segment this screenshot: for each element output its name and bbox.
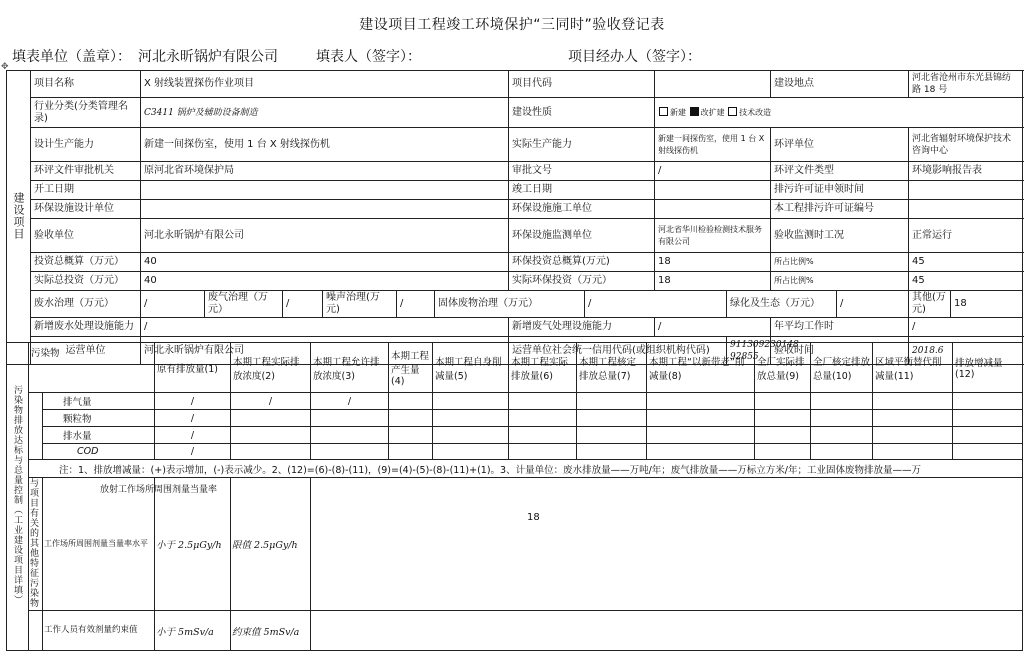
- green-cost-label: 绿化及生态（万元）: [727, 291, 837, 318]
- pollutant-c2[interactable]: /: [231, 393, 311, 410]
- section-pollutant-label: 污染物排放达标与总量控制（工业建设项目详填）: [7, 343, 29, 651]
- special-row1-actual[interactable]: 小于 2.5μGy/h: [155, 478, 231, 611]
- expand-checkbox[interactable]: [690, 107, 699, 116]
- start-date-label: 开工日期: [31, 181, 141, 200]
- monitor-condition-value[interactable]: 正常运行: [909, 219, 1023, 253]
- pol-header-3: 本期工程允许排放浓度(3): [311, 343, 389, 393]
- budget-env-value[interactable]: 18: [655, 253, 771, 272]
- pol-header-2: 本期工程实际排放浓度(2): [231, 343, 311, 393]
- actual-capacity-label: 实际生产能力: [509, 128, 655, 162]
- actual-env-label: 实际环保投资（万元）: [509, 272, 655, 291]
- project-code-label: 项目代码: [509, 71, 655, 98]
- eia-type-label: 环评文件类型: [771, 162, 909, 181]
- pol-header-5: 本期工程自身削减量(5): [433, 343, 509, 393]
- pollutant-c1[interactable]: /: [155, 393, 231, 410]
- fill-unit-value: 河北永昕锅炉有限公司: [138, 49, 278, 65]
- design-capacity-label: 设计生产能力: [31, 128, 141, 162]
- approval-no-value[interactable]: /: [655, 162, 771, 181]
- fill-unit-label: 填表单位（盖章）：: [12, 49, 131, 65]
- approval-no-label: 审批文号: [509, 162, 655, 181]
- actual-env-value[interactable]: 18: [655, 272, 771, 291]
- location-value[interactable]: 河北省沧州市东光县锦纺路 18 号: [909, 71, 1023, 98]
- acceptance-unit-value[interactable]: 河北永昕锅炉有限公司: [141, 219, 509, 253]
- new-checkbox[interactable]: [659, 107, 668, 116]
- accept-time-value[interactable]: 2018.6: [909, 337, 1023, 365]
- nature-option-tech: 技术改造: [739, 107, 772, 117]
- design-unit-value[interactable]: [141, 200, 509, 219]
- special-row1-name: 工作场所周围剂量当量率水平: [43, 478, 155, 611]
- tech-checkbox[interactable]: [728, 107, 737, 116]
- budget-env-label: 环保投资总概算(万元): [509, 253, 655, 272]
- permit-date-value[interactable]: [909, 181, 1023, 200]
- acceptance-table: [6, 70, 1023, 365]
- pol-header-7: 本期工程核定排放总量(7): [577, 343, 647, 393]
- water-cost-label: 废水治理（万元）: [31, 291, 141, 318]
- special-row2-limit[interactable]: 约束值 5mSv/a: [231, 611, 311, 651]
- actual-ratio-value[interactable]: 45: [909, 272, 1023, 291]
- actual-total-value[interactable]: 40: [141, 272, 509, 291]
- other-cost-value[interactable]: 18: [951, 291, 1023, 318]
- move-handle-icon[interactable]: ✥: [1, 62, 9, 72]
- pollutant-name: 排水量: [43, 427, 155, 444]
- construct-unit-value[interactable]: [655, 200, 771, 219]
- eia-unit-label: 环评单位: [771, 128, 909, 162]
- pol-header-11: 区域平衡替代削减量(11): [873, 343, 953, 393]
- special-row2-name: 工作人员有效剂量约束值: [43, 611, 155, 651]
- permit-no-label: 本工程排污许可证编号: [771, 200, 909, 219]
- budget-total-label: 投资总概算（万元）: [31, 253, 141, 272]
- pol-header-8: 本期工程“以新带老”削减量(8): [647, 343, 755, 393]
- credit-code-value[interactable]: 911309230148 92855: [727, 337, 771, 365]
- special-pollutant-label: 与项目有关的其他特征污染物: [29, 478, 43, 611]
- green-cost-value[interactable]: /: [837, 291, 909, 318]
- nature-option-expand: 改扩建: [700, 107, 725, 117]
- location-label: 建设地点: [771, 71, 909, 98]
- pol-header-12: 排放增减量(12): [953, 343, 1023, 393]
- pollutant-name: 颗粒物: [43, 410, 155, 427]
- monitor-unit-value[interactable]: 河北省华川检验检测技术服务有限公司: [655, 219, 771, 253]
- pollutant-table: [6, 342, 1023, 651]
- budget-ratio-value[interactable]: 45: [909, 253, 1023, 272]
- design-capacity-value[interactable]: 新建一间探伤室，使用 1 台 X 射线探伤机: [141, 128, 509, 162]
- pollutant-c1[interactable]: /: [155, 427, 231, 444]
- hours-value[interactable]: /: [909, 318, 1023, 337]
- new-water-value[interactable]: /: [141, 318, 509, 337]
- actual-total-label: 实际总投资（万元）: [31, 272, 141, 291]
- gas-cost-label: 废气治理（万元）: [205, 291, 283, 318]
- pol-header-1: 原有排放量(1): [155, 343, 231, 393]
- permit-no-value[interactable]: [909, 200, 1023, 219]
- operator-value[interactable]: 河北永昕锅炉有限公司: [141, 337, 509, 365]
- pol-header-0: 污染物: [29, 343, 155, 393]
- credit-code-label: 运营单位社会统一信用代码(或组织机构代码): [509, 337, 727, 365]
- industry-label: 行业分类(分类管理名录): [31, 98, 141, 128]
- pol-header-4: 本期工程产生量(4): [389, 343, 433, 393]
- industry-value[interactable]: C3411 锅炉及辅助设备制造: [141, 98, 509, 128]
- eia-type-value[interactable]: 环境影响报告表: [909, 162, 1023, 181]
- completion-date-value[interactable]: [655, 181, 771, 200]
- special-row1-limit[interactable]: 限值 2.5μGy/h: [231, 478, 311, 611]
- section-construction-label: 建设项目: [7, 71, 31, 365]
- water-cost-value[interactable]: /: [141, 291, 205, 318]
- pollutant-c1[interactable]: /: [155, 410, 231, 427]
- project-name-value[interactable]: X 射线装置探伤作业项目: [141, 71, 509, 98]
- operator-label: 运营单位: [31, 337, 141, 365]
- pollutant-c3[interactable]: /: [311, 393, 389, 410]
- budget-total-value[interactable]: 40: [141, 253, 509, 272]
- hours-label: 年平均工作时: [771, 318, 909, 337]
- construct-unit-label: 环保设施施工单位: [509, 200, 655, 219]
- pollutant-name: COD: [43, 444, 155, 460]
- start-date-value[interactable]: [141, 181, 509, 200]
- form-title: 建设项目工程竣工环境保护“三同时”验收登记表: [359, 17, 665, 33]
- gas-cost-value[interactable]: /: [283, 291, 323, 318]
- design-unit-label: 环保设施设计单位: [31, 200, 141, 219]
- nature-option-new: 新建: [670, 107, 687, 117]
- project-code-value[interactable]: [655, 71, 771, 98]
- overlap-text: 放射工作场所周围剂量当量率: [100, 485, 218, 495]
- noise-cost-value[interactable]: /: [397, 291, 435, 318]
- accept-time-label: 验收时间: [771, 337, 909, 365]
- pol-header-10: 全厂核定排放总量(10): [811, 343, 873, 393]
- budget-ratio-label: 所占比例%: [771, 253, 909, 272]
- monitor-condition-label: 验收监测时工况: [771, 219, 909, 253]
- nature-options: [655, 98, 1023, 128]
- completion-date-label: 竣工日期: [509, 181, 655, 200]
- new-water-label: 新增废水处理设施能力: [31, 318, 141, 337]
- approval-org-label: 环评文件审批机关: [31, 162, 141, 181]
- monitor-unit-label: 环保设施监测单位: [509, 219, 655, 253]
- other-cost-label: 其他(万元): [909, 291, 951, 318]
- filler-signature-label: 填表人（签字）：: [316, 49, 421, 65]
- permit-date-label: 排污许可证申领时间: [771, 181, 909, 200]
- project-name-label: 项目名称: [31, 71, 141, 98]
- page-number: 18: [527, 512, 540, 523]
- footnote: 注：1、排放增减量：(+)表示增加，(-)表示减少。2、(12)=(6)-(8)-(11)，(9)=(4)-(5)-(8)-(11)+(1)。3、计量单位：废水排放量——万吨/年；废气排放量——万标立方米/年；工业固体废物排放量——万: [29, 460, 1023, 478]
- manager-signature-label: 项目经办人（签字）：: [568, 49, 701, 65]
- pol-header-9: 全厂实际排放总量(9): [755, 343, 811, 393]
- approval-org-value[interactable]: 原河北省环境保护局: [141, 162, 509, 181]
- pollutant-c1[interactable]: /: [155, 444, 231, 460]
- pollutant-name: 排气量: [43, 393, 155, 410]
- solid-cost-label: 固体废物治理（万元）: [435, 291, 585, 318]
- nature-label: 建设性质: [509, 98, 655, 128]
- new-gas-label: 新增废气处理设施能力: [509, 318, 655, 337]
- pol-header-6: 本期工程实际排放量(6): [509, 343, 577, 393]
- solid-cost-value[interactable]: /: [585, 291, 727, 318]
- new-gas-value[interactable]: /: [655, 318, 771, 337]
- acceptance-unit-label: 验收单位: [31, 219, 141, 253]
- actual-capacity-value[interactable]: 新建一间探伤室，使用 1 台 X 射线探伤机: [655, 128, 771, 162]
- actual-ratio-label: 所占比例%: [771, 272, 909, 291]
- special-row2-actual[interactable]: 小于 5mSv/a: [155, 611, 231, 651]
- noise-cost-label: 噪声治理(万元): [323, 291, 397, 318]
- eia-unit-value[interactable]: 河北省辐射环境保护技术咨询中心: [909, 128, 1023, 162]
